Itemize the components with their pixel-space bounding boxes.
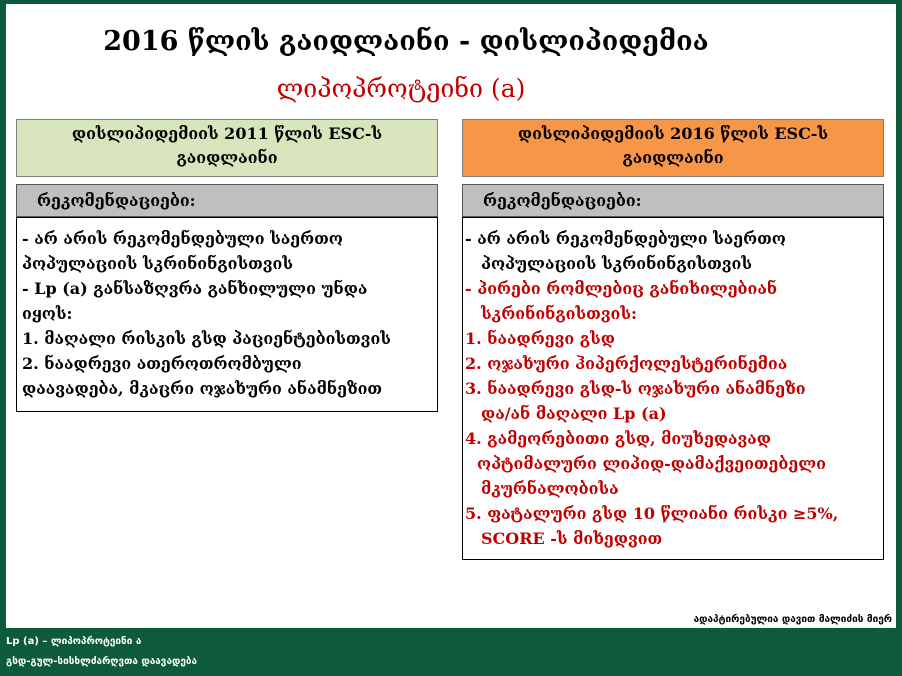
left-recommendations-label: რეკომენდაციები:	[16, 184, 438, 217]
footer-abbreviation-lpa: Lp (a) – ლიპოპროტეინი ა	[6, 636, 142, 647]
right-header-line2: გაიდლაინი	[622, 148, 724, 167]
right-header-line1: დისლიპიდემიის 2016 წლის ESC-ს	[517, 124, 829, 143]
left-header-line2: გაიდლაინი	[176, 148, 278, 167]
right-red-line: სკრინინგისთვის:	[481, 304, 637, 323]
right-red-line: 3. ნაადრევი გსდ-ს ოჯახური ანამნეზი	[465, 379, 806, 398]
left-line: - არ არის რეკომენდებული საერთო	[22, 229, 343, 248]
left-line: 1. მაღალი რისკის გსდ პაციენტებისთვის	[22, 329, 391, 348]
slide	[6, 4, 896, 628]
right-line: - არ არის რეკომენდებული საერთო	[465, 229, 786, 248]
left-line: იყოს:	[22, 304, 73, 323]
slide-title: 2016 წლის გაიდლაინი - დისლიპიდემია	[103, 26, 709, 57]
right-red-line: და/ან მაღალი Lp (a)	[481, 404, 667, 423]
right-red-line: 2. ოჯახური ჰიპერქოლესტერინემია	[465, 354, 788, 373]
right-red-line: 1. ნაადრევი გსდ	[465, 329, 615, 348]
right-red-line: 4. გამეორებითი გსდ, მიუხედავად	[465, 429, 771, 448]
right-red-line: SCORE -ს მიხედვით	[481, 529, 663, 548]
left-recommendations-body	[16, 217, 438, 412]
right-red-line: - პირები რომლებიც განიხილებიან	[465, 279, 778, 298]
right-recommendations-body	[462, 217, 884, 560]
footer-notes	[6, 632, 197, 672]
left-line: 2. ნაადრევი ათეროთრომბული	[22, 354, 302, 373]
right-red-line: 5. ფატალური გსდ 10 წლიანი რისკი ≥5%,	[465, 504, 839, 523]
footer-abbreviation-gsd: გსდ-გულ-სისხლძარღვთა დაავადება	[6, 656, 198, 667]
credit-text: ადაპტირებულია დავით მალიძის მიერ	[693, 614, 892, 625]
slide-subtitle: ლიპოპროტეინი (a)	[276, 74, 526, 103]
right-red-line: ოპტიმალური ლიპიდ-დამაქვეითებელი	[477, 454, 826, 473]
left-header-line1: დისლიპიდემიის 2011 წლის ESC-ს	[71, 124, 383, 143]
right-recommendations-label: რეკომენდაციები:	[462, 184, 884, 217]
right-column-header	[462, 119, 884, 177]
left-line: დაავადება, მკაცრი ოჯახური ანამნეზით	[22, 379, 383, 398]
left-line: - Lp (a) განსაზღვრა განხილული უნდა	[22, 279, 368, 298]
right-red-line: მკურნალობისა	[481, 479, 619, 498]
left-line: პოპულაციის სკრინინგისთვის	[22, 254, 293, 273]
right-line: პოპულაციის სკრინინგისთვის	[481, 254, 752, 273]
left-column-header	[16, 119, 438, 177]
